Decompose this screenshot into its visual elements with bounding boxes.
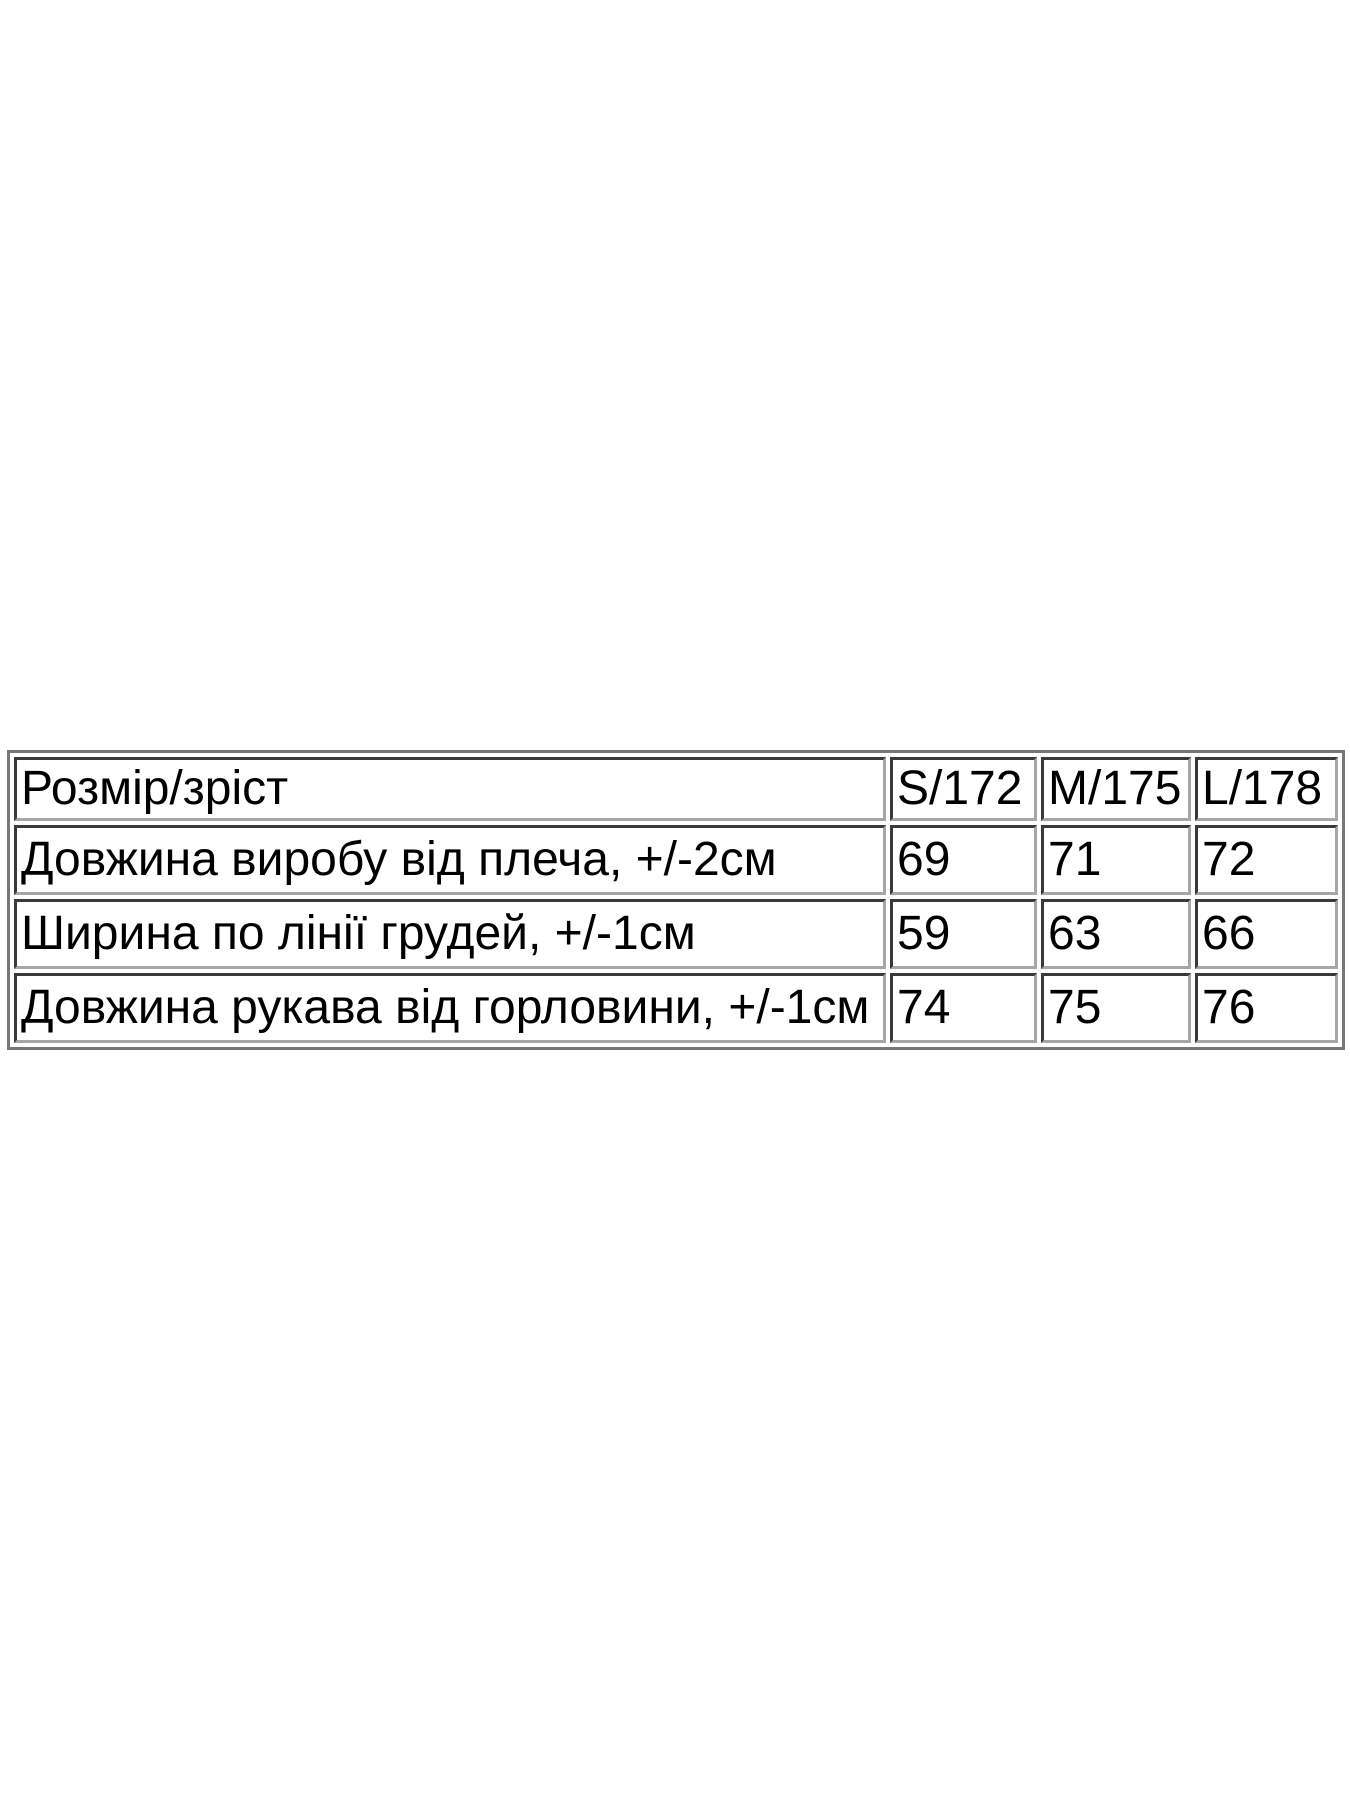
table-row-product-length <box>14 825 1338 895</box>
value-cell: 75 <box>1041 973 1191 1043</box>
header-cell-size-l: L/178 <box>1195 757 1338 821</box>
table-header-row <box>14 757 1338 821</box>
header-cell-size-m: M/175 <box>1041 757 1191 821</box>
value-cell: 59 <box>890 899 1037 969</box>
row-label-cell: Ширина по лінії грудей, +/-1см <box>14 899 886 969</box>
table-row-sleeve-length <box>14 973 1338 1043</box>
header-cell-size-label: Розмір/зріст <box>14 757 886 821</box>
value-cell: 74 <box>890 973 1037 1043</box>
row-label-cell: Довжина виробу від плеча, +/-2см <box>14 825 886 895</box>
row-label-cell: Довжина рукава від горловини, +/-1см <box>14 973 886 1043</box>
value-cell: 71 <box>1041 825 1191 895</box>
value-cell: 76 <box>1195 973 1338 1043</box>
size-chart-table <box>7 750 1345 1050</box>
value-cell: 63 <box>1041 899 1191 969</box>
value-cell: 72 <box>1195 825 1338 895</box>
table-row-chest-width <box>14 899 1338 969</box>
header-cell-size-s: S/172 <box>890 757 1037 821</box>
value-cell: 69 <box>890 825 1037 895</box>
value-cell: 66 <box>1195 899 1338 969</box>
